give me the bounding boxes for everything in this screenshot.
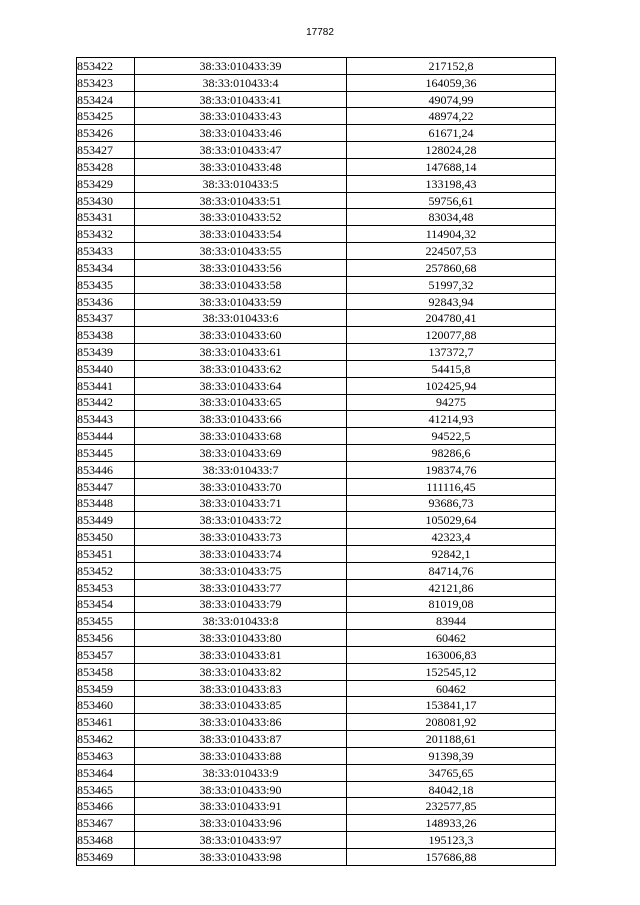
area-value-cell: 61671,24 [347,125,556,142]
table-row [77,360,556,377]
area-value-cell: 92842,1 [347,546,556,563]
area-value-cell: 93686,73 [347,495,556,512]
row-number-cell: 853433 [77,243,135,260]
row-number-cell: 853459 [77,680,135,697]
cadastral-number-cell: 38:33:010433:80 [135,630,347,647]
cadastral-number-cell: 38:33:010433:83 [135,680,347,697]
area-value-cell: 147688,14 [347,158,556,175]
area-value-cell: 94522,5 [347,428,556,445]
cadastral-number-cell: 38:33:010433:41 [135,91,347,108]
table-row [77,478,556,495]
row-number-cell: 853435 [77,276,135,293]
area-value-cell: 153841,17 [347,697,556,714]
row-number-cell: 853463 [77,747,135,764]
row-number-cell: 853427 [77,142,135,159]
row-number-cell: 853439 [77,344,135,361]
cadastral-number-cell: 38:33:010433:91 [135,798,347,815]
table-row [77,646,556,663]
row-number-cell: 853450 [77,529,135,546]
row-number-cell: 853465 [77,781,135,798]
cadastral-number-cell: 38:33:010433:74 [135,546,347,563]
table-row [77,529,556,546]
cadastral-number-cell: 38:33:010433:59 [135,293,347,310]
area-value-cell: 60462 [347,680,556,697]
cadastral-number-cell: 38:33:010433:4 [135,74,347,91]
table-row [77,697,556,714]
row-number-cell: 853428 [77,158,135,175]
row-number-cell: 853455 [77,613,135,630]
row-number-cell: 853429 [77,175,135,192]
table-row [77,158,556,175]
cadastral-number-cell: 38:33:010433:71 [135,495,347,512]
cadastral-number-cell: 38:33:010433:75 [135,562,347,579]
row-number-cell: 853440 [77,360,135,377]
cadastral-number-cell: 38:33:010433:85 [135,697,347,714]
area-value-cell: 157686,88 [347,848,556,865]
row-number-cell: 853434 [77,259,135,276]
cadastral-number-cell: 38:33:010433:72 [135,512,347,529]
area-value-cell: 128024,28 [347,142,556,159]
cadastral-number-cell: 38:33:010433:56 [135,259,347,276]
row-number-cell: 853466 [77,798,135,815]
cadastral-number-cell: 38:33:010433:62 [135,360,347,377]
table-row [77,428,556,445]
row-number-cell: 853426 [77,125,135,142]
row-number-cell: 853445 [77,445,135,462]
table-row [77,192,556,209]
cadastral-number-cell: 38:33:010433:60 [135,327,347,344]
row-number-cell: 853442 [77,394,135,411]
table-row [77,562,556,579]
area-value-cell: 91398,39 [347,747,556,764]
cadastral-number-cell: 38:33:010433:90 [135,781,347,798]
area-value-cell: 59756,61 [347,192,556,209]
cadastral-number-cell: 38:33:010433:7 [135,461,347,478]
row-number-cell: 853456 [77,630,135,647]
cadastral-number-cell: 38:33:010433:68 [135,428,347,445]
area-value-cell: 34765,65 [347,764,556,781]
row-number-cell: 853454 [77,596,135,613]
table-row [77,613,556,630]
area-value-cell: 152545,12 [347,663,556,680]
table-row [77,461,556,478]
area-value-cell: 48974,22 [347,108,556,125]
row-number-cell: 853443 [77,411,135,428]
cadastral-number-cell: 38:33:010433:87 [135,731,347,748]
row-number-cell: 853462 [77,731,135,748]
table-row [77,630,556,647]
table-row [77,91,556,108]
area-value-cell: 42323,4 [347,529,556,546]
cadastral-number-cell: 38:33:010433:47 [135,142,347,159]
table-row [77,579,556,596]
cadastral-number-cell: 38:33:010433:6 [135,310,347,327]
cadastral-number-cell: 38:33:010433:77 [135,579,347,596]
area-value-cell: 94275 [347,394,556,411]
row-number-cell: 853448 [77,495,135,512]
table-row [77,815,556,832]
row-number-cell: 853444 [77,428,135,445]
row-number-cell: 853467 [77,815,135,832]
area-value-cell: 133198,43 [347,175,556,192]
row-number-cell: 853436 [77,293,135,310]
table-row [77,344,556,361]
cadastral-number-cell: 38:33:010433:46 [135,125,347,142]
table-row [77,74,556,91]
cadastral-number-cell: 38:33:010433:96 [135,815,347,832]
table-row [77,512,556,529]
row-number-cell: 853431 [77,209,135,226]
area-value-cell: 224507,53 [347,243,556,260]
table-row [77,848,556,865]
table-row [77,832,556,849]
table-row [77,259,556,276]
table-body [77,58,556,866]
cadastral-number-cell: 38:33:010433:61 [135,344,347,361]
table-row [77,714,556,731]
page-number: 17782 [306,27,334,38]
area-value-cell: 204780,41 [347,310,556,327]
table-row [77,546,556,563]
table-row [77,445,556,462]
cadastral-number-cell: 38:33:010433:65 [135,394,347,411]
table-row [77,394,556,411]
cadastral-number-cell: 38:33:010433:86 [135,714,347,731]
row-number-cell: 853437 [77,310,135,327]
cadastral-number-cell: 38:33:010433:48 [135,158,347,175]
area-value-cell: 92843,94 [347,293,556,310]
cadastral-number-cell: 38:33:010433:81 [135,646,347,663]
row-number-cell: 853441 [77,377,135,394]
table-row [77,377,556,394]
area-value-cell: 257860,68 [347,259,556,276]
row-number-cell: 853453 [77,579,135,596]
table-row [77,276,556,293]
table-row [77,209,556,226]
area-value-cell: 41214,93 [347,411,556,428]
cadastral-number-cell: 38:33:010433:43 [135,108,347,125]
row-number-cell: 853447 [77,478,135,495]
row-number-cell: 853423 [77,74,135,91]
row-number-cell: 853469 [77,848,135,865]
area-value-cell: 137372,7 [347,344,556,361]
table-row [77,731,556,748]
table-row [77,411,556,428]
table-row [77,142,556,159]
area-value-cell: 198374,76 [347,461,556,478]
table-row [77,243,556,260]
cadastral-number-cell: 38:33:010433:98 [135,848,347,865]
table-row [77,747,556,764]
cadastral-number-cell: 38:33:010433:39 [135,58,347,75]
table-row [77,293,556,310]
area-value-cell: 105029,64 [347,512,556,529]
row-number-cell: 853451 [77,546,135,563]
table-row [77,764,556,781]
row-number-cell: 853425 [77,108,135,125]
area-value-cell: 49074,99 [347,91,556,108]
row-number-cell: 853430 [77,192,135,209]
cadastral-number-cell: 38:33:010433:5 [135,175,347,192]
row-number-cell: 853449 [77,512,135,529]
table-row [77,226,556,243]
area-value-cell: 83034,48 [347,209,556,226]
cadastral-number-cell: 38:33:010433:82 [135,663,347,680]
area-value-cell: 83944 [347,613,556,630]
cadastral-number-cell: 38:33:010433:64 [135,377,347,394]
area-value-cell: 84714,76 [347,562,556,579]
table-row [77,108,556,125]
cadastral-number-cell: 38:33:010433:70 [135,478,347,495]
row-number-cell: 853452 [77,562,135,579]
row-number-cell: 853457 [77,646,135,663]
row-number-cell: 853461 [77,714,135,731]
cadastral-number-cell: 38:33:010433:9 [135,764,347,781]
area-value-cell: 60462 [347,630,556,647]
row-number-cell: 853458 [77,663,135,680]
table-row [77,58,556,75]
area-value-cell: 201188,61 [347,731,556,748]
cadastral-number-cell: 38:33:010433:69 [135,445,347,462]
area-value-cell: 148933,26 [347,815,556,832]
table-row [77,663,556,680]
row-number-cell: 853460 [77,697,135,714]
table-row [77,327,556,344]
cadastral-number-cell: 38:33:010433:97 [135,832,347,849]
area-value-cell: 98286,6 [347,445,556,462]
area-value-cell: 208081,92 [347,714,556,731]
area-value-cell: 163006,83 [347,646,556,663]
area-value-cell: 232577,85 [347,798,556,815]
table-row [77,175,556,192]
cadastral-number-cell: 38:33:010433:54 [135,226,347,243]
row-number-cell: 853446 [77,461,135,478]
land-parcel-table [76,57,556,866]
cadastral-number-cell: 38:33:010433:73 [135,529,347,546]
row-number-cell: 853464 [77,764,135,781]
cadastral-number-cell: 38:33:010433:55 [135,243,347,260]
area-value-cell: 54415,8 [347,360,556,377]
area-value-cell: 164059,36 [347,74,556,91]
area-value-cell: 84042,18 [347,781,556,798]
cadastral-number-cell: 38:33:010433:88 [135,747,347,764]
row-number-cell: 853432 [77,226,135,243]
area-value-cell: 111116,45 [347,478,556,495]
table-row [77,495,556,512]
area-value-cell: 102425,94 [347,377,556,394]
table-row [77,680,556,697]
area-value-cell: 42121,86 [347,579,556,596]
cadastral-number-cell: 38:33:010433:66 [135,411,347,428]
area-value-cell: 217152,8 [347,58,556,75]
table-row [77,125,556,142]
cadastral-number-cell: 38:33:010433:58 [135,276,347,293]
cadastral-number-cell: 38:33:010433:52 [135,209,347,226]
cadastral-number-cell: 38:33:010433:8 [135,613,347,630]
row-number-cell: 853468 [77,832,135,849]
cadastral-number-cell: 38:33:010433:51 [135,192,347,209]
table-row [77,798,556,815]
row-number-cell: 853424 [77,91,135,108]
table-row [77,596,556,613]
cadastral-number-cell: 38:33:010433:79 [135,596,347,613]
table-row [77,310,556,327]
table-row [77,781,556,798]
area-value-cell: 114904,32 [347,226,556,243]
row-number-cell: 853438 [77,327,135,344]
area-value-cell: 81019,08 [347,596,556,613]
area-value-cell: 120077,88 [347,327,556,344]
row-number-cell: 853422 [77,58,135,75]
area-value-cell: 51997,32 [347,276,556,293]
area-value-cell: 195123,3 [347,832,556,849]
